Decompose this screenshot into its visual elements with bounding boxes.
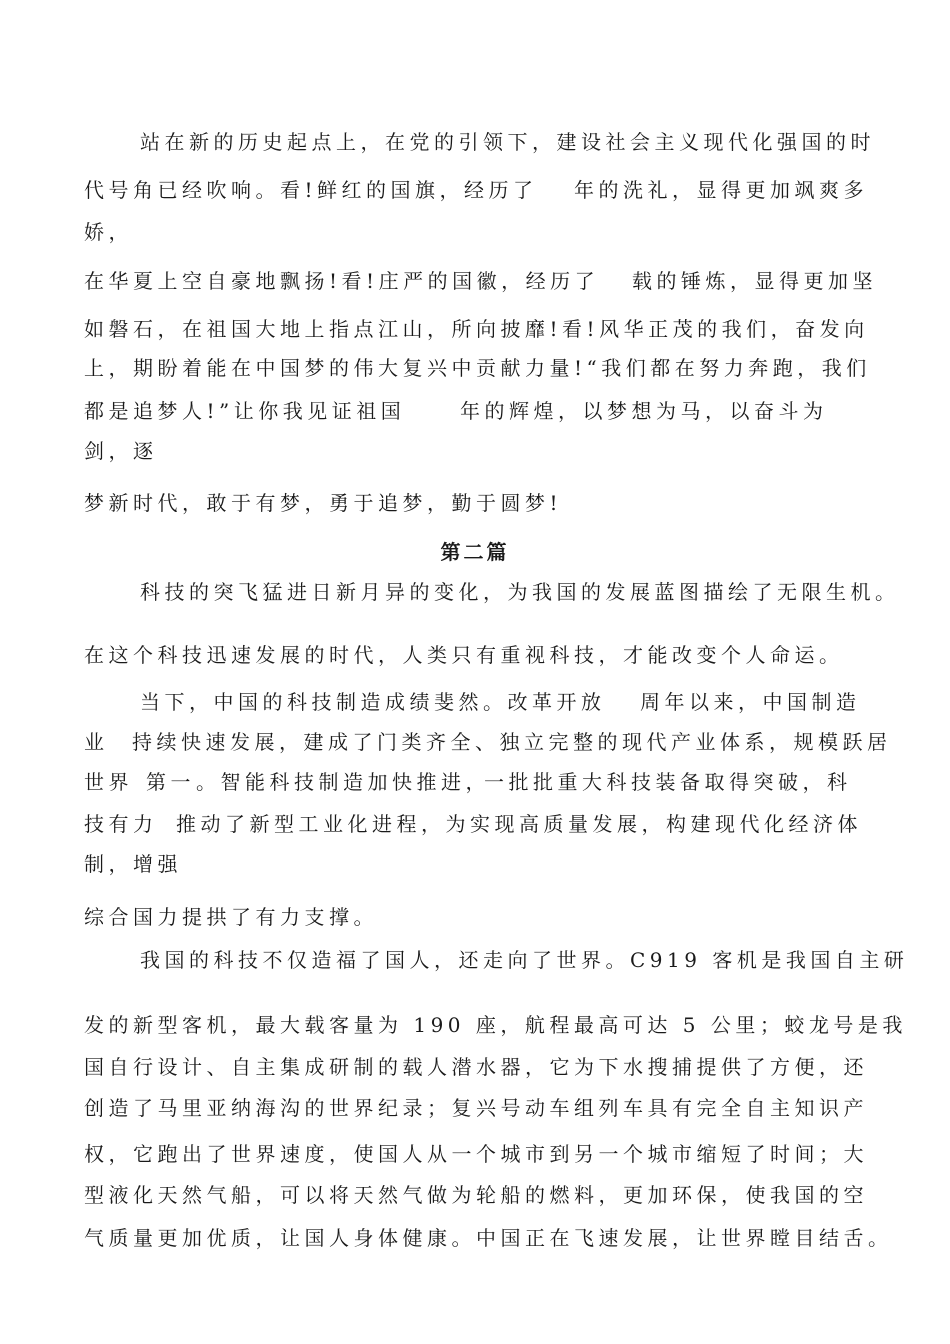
paragraph-line: 气质量更加优质，让国人身体健康。中国正在飞速发展，让世界瞠目结舌。: [84, 1226, 893, 1250]
paragraph-line: 在华夏上空自豪地飘扬!看!庄严的国徽，经历了: [84, 269, 600, 293]
paragraph-line: 创造了马里亚纳海沟的世界纪录；复兴号动车组列车具有完全自主知识产: [84, 1096, 868, 1120]
paragraph-line: 在这个科技迅速发展的时代，人类只有重视科技，才能改变个人命运。: [84, 643, 844, 667]
paragraph-line: 年的辉煌，以梦想为马，以奋斗为: [460, 399, 828, 423]
paragraph-line: 世界: [84, 770, 133, 794]
paragraph-line: 周年以来，中国制造: [640, 690, 861, 714]
paragraph-line: 站在新的历史起点上，在党的引领下，建设社会主义现代化强国的时: [140, 130, 875, 154]
paragraph-line: 剑，逐: [84, 439, 158, 463]
paragraph-line: 。智能科技制造加快推进，: [196, 770, 490, 794]
paragraph-line: 娇，: [84, 220, 133, 244]
paragraph-line: 制，增强: [84, 852, 182, 876]
paragraph-line: 国自行设计、自主集成研制的载人潜水器，它为下水搜捕提供了方便，还: [84, 1055, 868, 1079]
paragraph-line: 代号角已经吹响。看!鲜红的国旗，经历了: [84, 178, 538, 202]
paragraph-line: 年的洗礼，显得更加飒爽多: [574, 178, 868, 202]
paragraph-line: 我国的科技不仅造福了国人，还走向了世界。C919 客机是我国自主研: [140, 948, 909, 972]
section-title: 第二篇: [440, 540, 510, 564]
paragraph-line: 持续快速发展，建成了门类齐全、独立完整的现代产业体系，规模跃居: [132, 730, 892, 754]
paragraph-line: 科技的突飞猛进日新月异的变化，为我国的发展蓝图描绘了无限生机。: [140, 580, 900, 604]
paragraph-line: 综合国力提拱了有力支撑。: [84, 905, 378, 929]
paragraph-line: 型液化天然气船，可以将天然气做为轮船的燃料，更加环保，使我国的空: [84, 1183, 868, 1207]
paragraph-line: 梦新时代，敢于有梦，勇于追梦，勤于圆梦!: [84, 491, 563, 515]
paragraph-line: 上，期盼着能在中国梦的伟大复兴中贡献力量!“我们都在努力奔跑，我们: [84, 356, 871, 380]
paragraph-line: 推动了新型工业化进程，为实现高质量发展，构建现代化经济体: [176, 812, 862, 836]
paragraph-line: 权，它跑出了世界速度，使国人从一个城市到另一个城市缩短了时间；大: [84, 1142, 868, 1166]
paragraph-line: 第一: [146, 770, 195, 794]
paragraph-line: 技有力: [84, 812, 158, 836]
paragraph-line: 都是追梦人!”让你我见证祖国: [84, 399, 406, 423]
paragraph-line: 载的锤炼，显得更加坚: [632, 269, 877, 293]
paragraph-line: 当下，中国的科技制造成绩斐然。改革开放: [140, 690, 606, 714]
paragraph-line: 如磐石，在祖国大地上指点江山，所向披靡!看!风华正茂的我们，奋发向: [84, 317, 869, 341]
paragraph-line: 业: [84, 730, 109, 754]
paragraph-line: 一批批重大科技装备取得突破，科: [484, 770, 852, 794]
paragraph-line: 发的新型客机，最大载客量为 190 座，航程最高可达 5 公里；蛟龙号是我: [84, 1013, 907, 1037]
